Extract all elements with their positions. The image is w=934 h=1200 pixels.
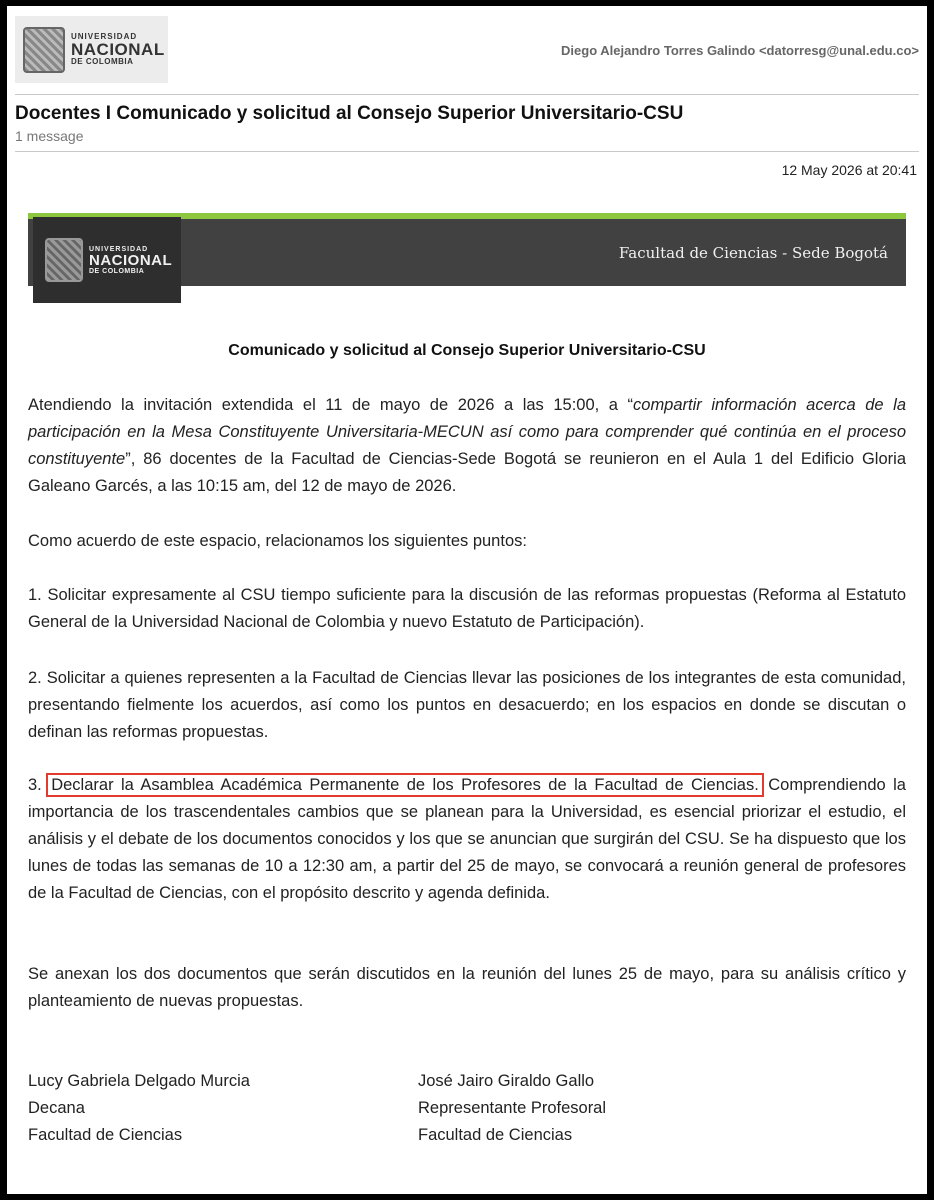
point-3-number: 3. — [28, 776, 42, 794]
intro-text-b: ”, 86 docentes de la Facultad de Ciencias-Sede Bogotá se reunieron en el Aula 1 del Edificio Gloria Galeano Garcés, a las 10:15 am, del 12 de mayo de 2026. — [28, 450, 906, 495]
university-logo — [15, 16, 168, 83]
logo-text — [71, 33, 165, 66]
banner-faculty-name: Facultad de Ciencias - Sede Bogotá — [618, 244, 888, 262]
signature-right — [418, 1068, 606, 1149]
point-2: 2. Solicitar a quienes representen a la Facultad de Ciencias llevar las posiciones de los integrantes de esta comunidad, presentando fielmente los acuerdos, así como los puntos en desacuerdo; en los espacios en donde se discutan o definan las reformas propuestas. — [28, 669, 906, 741]
banner-logo-text — [89, 246, 172, 275]
signer-role: Representante Profesoral — [418, 1099, 607, 1117]
divider — [15, 151, 919, 152]
logo-line-3: DE COLOMBIA — [71, 57, 134, 66]
paragraph-agreement: Como acuerdo de este espacio, relacionamos los siguientes puntos: — [28, 532, 527, 550]
crest-icon — [45, 238, 83, 282]
divider — [15, 94, 919, 95]
faculty-banner — [28, 213, 906, 286]
sender-address[interactable]: Diego Alejandro Torres Galindo <datorresg@unal.edu.co> — [561, 43, 919, 58]
banner-logo — [33, 217, 181, 303]
intro-text-a: Atendiendo la invitación extendida el 11 de mayo de 2026 a las 15:00, a “ — [28, 396, 634, 414]
banner-logo-line-3: DE COLOMBIA — [89, 267, 145, 275]
message-count: 1 message — [15, 128, 84, 144]
paragraph-annex: Se anexan los dos documentos que serán discutidos en la reunión del lunes 25 de mayo, para su análisis crítico y planteamiento de nuevas propuestas. — [28, 965, 906, 1010]
letter-title: Comunicado y solicitud al Consejo Superior Universitario-CSU — [228, 342, 706, 359]
logo-line-1: UNIVERSIDAD — [71, 32, 138, 41]
paragraph-intro — [28, 392, 906, 500]
intro-quote: compartir información acerca de la participación en la Mesa Constituyente Universitaria-MECUN así como para comprender qué continúa en el proceso constituyente — [28, 396, 907, 468]
signer-unit: Facultad de Ciencias — [28, 1126, 183, 1144]
point-3 — [28, 772, 906, 907]
highlighted-declaration: Declarar la Asamblea Académica Permanente de los Profesores de la Facultad de Ciencias. — [51, 776, 759, 794]
email-subject: Docentes I Comunicado y solicitud al Consejo Superior Universitario-CSU — [15, 103, 684, 124]
signer-unit: Facultad de Ciencias — [418, 1126, 573, 1144]
signer-name: Lucy Gabriela Delgado Murcia — [28, 1072, 250, 1090]
email-page — [7, 6, 927, 1194]
banner-logo-line-2: NACIONAL — [89, 251, 173, 269]
message-datetime: 12 May 2026 at 20:41 — [781, 162, 917, 178]
banner-logo-line-1: UNIVERSIDAD — [89, 245, 149, 253]
crest-icon — [23, 27, 65, 73]
signer-role: Decana — [28, 1099, 85, 1117]
signer-name: José Jairo Giraldo Gallo — [418, 1072, 595, 1090]
signature-left — [28, 1068, 250, 1149]
logo-line-2: NACIONAL — [71, 40, 165, 59]
point-1: 1. Solicitar expresamente al CSU tiempo suficiente para la discusión de las reformas propuestas (Reforma al Estatuto General de la Universidad Nacional de Colombia y nuevo Estatuto de Participación). — [28, 586, 906, 631]
point-3-text: Comprendiendo la importancia de los trascendentales cambios que se planean para la Universidad, es esencial priorizar el estudio, el análisis y el debate de los documentos conocidos y los que se anuncian que surgirán del CSU. Se ha dispuesto que los lunes de todas las semanas de 10 a 12:30 am, a partir del 25 de mayo, se convocará a reunión general de profesores de la Facultad de Ciencias, con el propósito descrito y agenda definida. — [28, 776, 906, 902]
